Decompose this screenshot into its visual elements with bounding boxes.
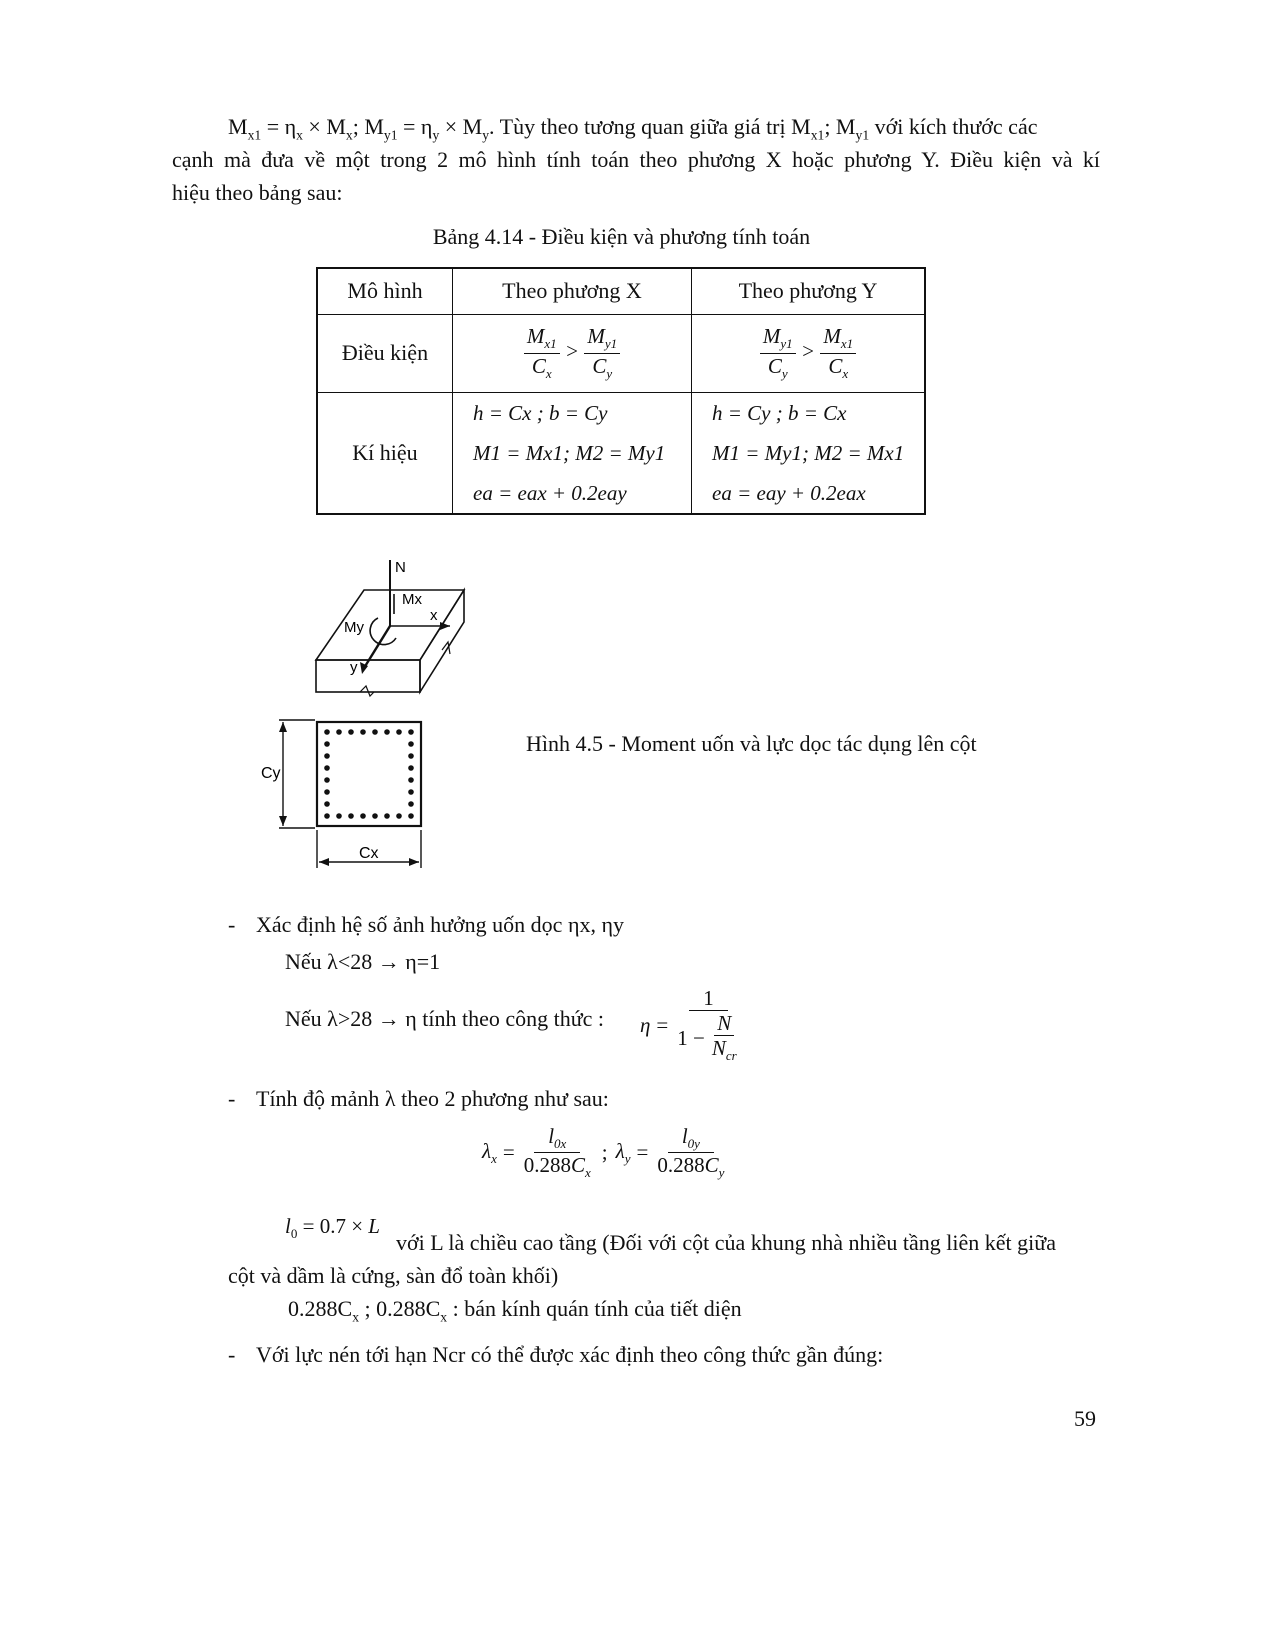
rebar-dot <box>384 813 390 819</box>
intro-line-2: cạnh mà đưa về một trong 2 mô hình tính toán theo phương X hoặc phương Y. Điều kiện và kí <box>172 147 1100 172</box>
bullet-2: - <box>228 1086 236 1111</box>
section-outline <box>317 722 421 826</box>
rebar-dot <box>336 813 342 819</box>
header-direction-x: Theo phương X <box>453 268 692 314</box>
condition-y: $\frac{M_{y1}}{C_y}$ > $\frac{M_{x1}}{C_x}$ <box>692 314 926 392</box>
cy-arrow-bottom <box>279 816 287 826</box>
symbol-y-ea: ea = eay + 0.2eax <box>712 480 866 505</box>
rebar-dot <box>408 753 414 759</box>
rebar-dot <box>408 765 414 771</box>
rebar-dot <box>396 729 402 735</box>
condition-table <box>316 267 926 515</box>
table-caption: Bảng 4.14 - Điều kiện và phương tính toán <box>432 224 811 249</box>
rebar-dot <box>336 729 342 735</box>
symbol-x-m: M1 = Mx1; M2 = My1 <box>473 440 666 465</box>
rebar-dot <box>408 741 414 747</box>
label-mx: Mx <box>402 591 422 608</box>
section1-case1: Nếu λ<28 → η=1 <box>285 949 441 974</box>
rebar-dot <box>324 801 330 807</box>
rebar-dot <box>324 729 330 735</box>
rebar-dot <box>324 741 330 747</box>
rebar-dot <box>408 777 414 783</box>
cy-arrow-top <box>279 722 287 732</box>
section1-case2: Nếu λ>28 → η tính theo công thức : <box>285 1006 605 1031</box>
bullet-1: - <box>228 912 236 937</box>
moment-my-arc <box>370 618 396 645</box>
label-cy: Cy <box>261 765 281 782</box>
label-my: My <box>344 619 364 636</box>
bullet-3: - <box>228 1342 236 1367</box>
l0-formula: $l_0 = 0.7 \times L$ <box>285 1214 380 1242</box>
label-y: y <box>350 659 358 676</box>
header-model: Mô hình <box>317 268 453 314</box>
label-x: x <box>430 607 438 624</box>
rebar-dot <box>372 729 378 735</box>
rebar-dot <box>408 789 414 795</box>
rebar-dot <box>360 729 366 735</box>
slab-front-face <box>316 660 420 692</box>
rebar-dot <box>408 729 414 735</box>
page-number: 59 <box>1074 1406 1096 1431</box>
symbol-x-hb: h = Cx ; b = Cy <box>473 400 608 425</box>
symbols-y <box>692 392 926 514</box>
l0-text-b: cột và dầm là cứng, sàn đổ toàn khối) <box>228 1263 559 1288</box>
rebar-dot <box>324 765 330 771</box>
row-symbol-label: Kí hiệu <box>317 392 453 514</box>
radius-text: : bán kính quán tính của tiết diện <box>452 1296 742 1321</box>
l0-text-a: với L là chiều cao tầng (Đối với cột của khung nhà nhiều tầng liên kết giữa <box>396 1230 1056 1255</box>
symbols-x <box>453 392 692 514</box>
cx-arrow-left <box>319 858 329 866</box>
slab-side-face <box>420 590 464 692</box>
header-direction-y: Theo phương Y <box>692 268 926 314</box>
break-mark-front <box>360 686 374 696</box>
radius-formula: $0.288C_x$ ; $0.288C_x$ : bán kính quán tính của tiết diện <box>288 1296 742 1325</box>
section2-title: Tính độ mảnh λ theo 2 phương như sau: <box>256 1086 609 1111</box>
rebar-dot <box>372 813 378 819</box>
label-cx: Cx <box>359 845 379 862</box>
symbol-y-m: M1 = My1; M2 = Mx1 <box>712 440 905 465</box>
rebar-dot <box>408 801 414 807</box>
y-axis-line <box>364 626 390 668</box>
figure-caption: Hình 4.5 - Moment uốn và lực dọc tác dụng lên cột <box>526 731 977 756</box>
condition-x: $\frac{M_{x1}}{C_x}$ > $\frac{M_{y1}}{C_y}$ <box>453 314 692 392</box>
symbol-x-ea: ea = eax + 0.2eay <box>473 480 627 505</box>
row-condition-label: Điều kiện <box>317 314 453 392</box>
cx-arrow-right <box>409 858 419 866</box>
column-cross-section <box>255 712 435 872</box>
rebar-dot <box>324 813 330 819</box>
eta-formula: η = 1 1 − $\frac{N}{N_{cr}}$ <box>640 986 737 1064</box>
rebar-dot <box>360 813 366 819</box>
rebar-dots <box>324 729 414 819</box>
rebar-dot <box>324 777 330 783</box>
rebar-dot <box>408 813 414 819</box>
column-3d-diagram <box>300 550 500 700</box>
label-n: N <box>395 559 406 576</box>
rebar-dot <box>384 729 390 735</box>
intro-line-1: $M_{x1} = \eta_x \times M_x$; $M_{y1} = \eta_y \times M_y$. Tùy theo tương quan giữa giá trị $M_{x1}$; $M_{y1}$ với kích thước các <box>228 114 1038 143</box>
rebar-dot <box>324 789 330 795</box>
rebar-dot <box>348 813 354 819</box>
symbol-y-hb: h = Cy ; b = Cx <box>712 400 847 425</box>
rebar-dot <box>324 753 330 759</box>
slenderness-formula: $\lambda_x$ = $\frac{l_{0x}}{0.288C_x}$ ; $\lambda_y$ = $\frac{l_{0y}}{0.288C_y}$ <box>482 1124 725 1181</box>
x-axis-arrowhead <box>440 622 450 630</box>
section1-title: Xác định hệ số ảnh hưởng uốn dọc ηx, ηy <box>256 912 624 937</box>
break-mark-side <box>442 642 450 654</box>
section3-title: Với lực nén tới hạn Ncr có thể được xác định theo công thức gần đúng: <box>256 1342 884 1367</box>
rebar-dot <box>396 813 402 819</box>
intro-line-3: hiệu theo bảng sau: <box>172 180 343 205</box>
rebar-dot <box>348 729 354 735</box>
